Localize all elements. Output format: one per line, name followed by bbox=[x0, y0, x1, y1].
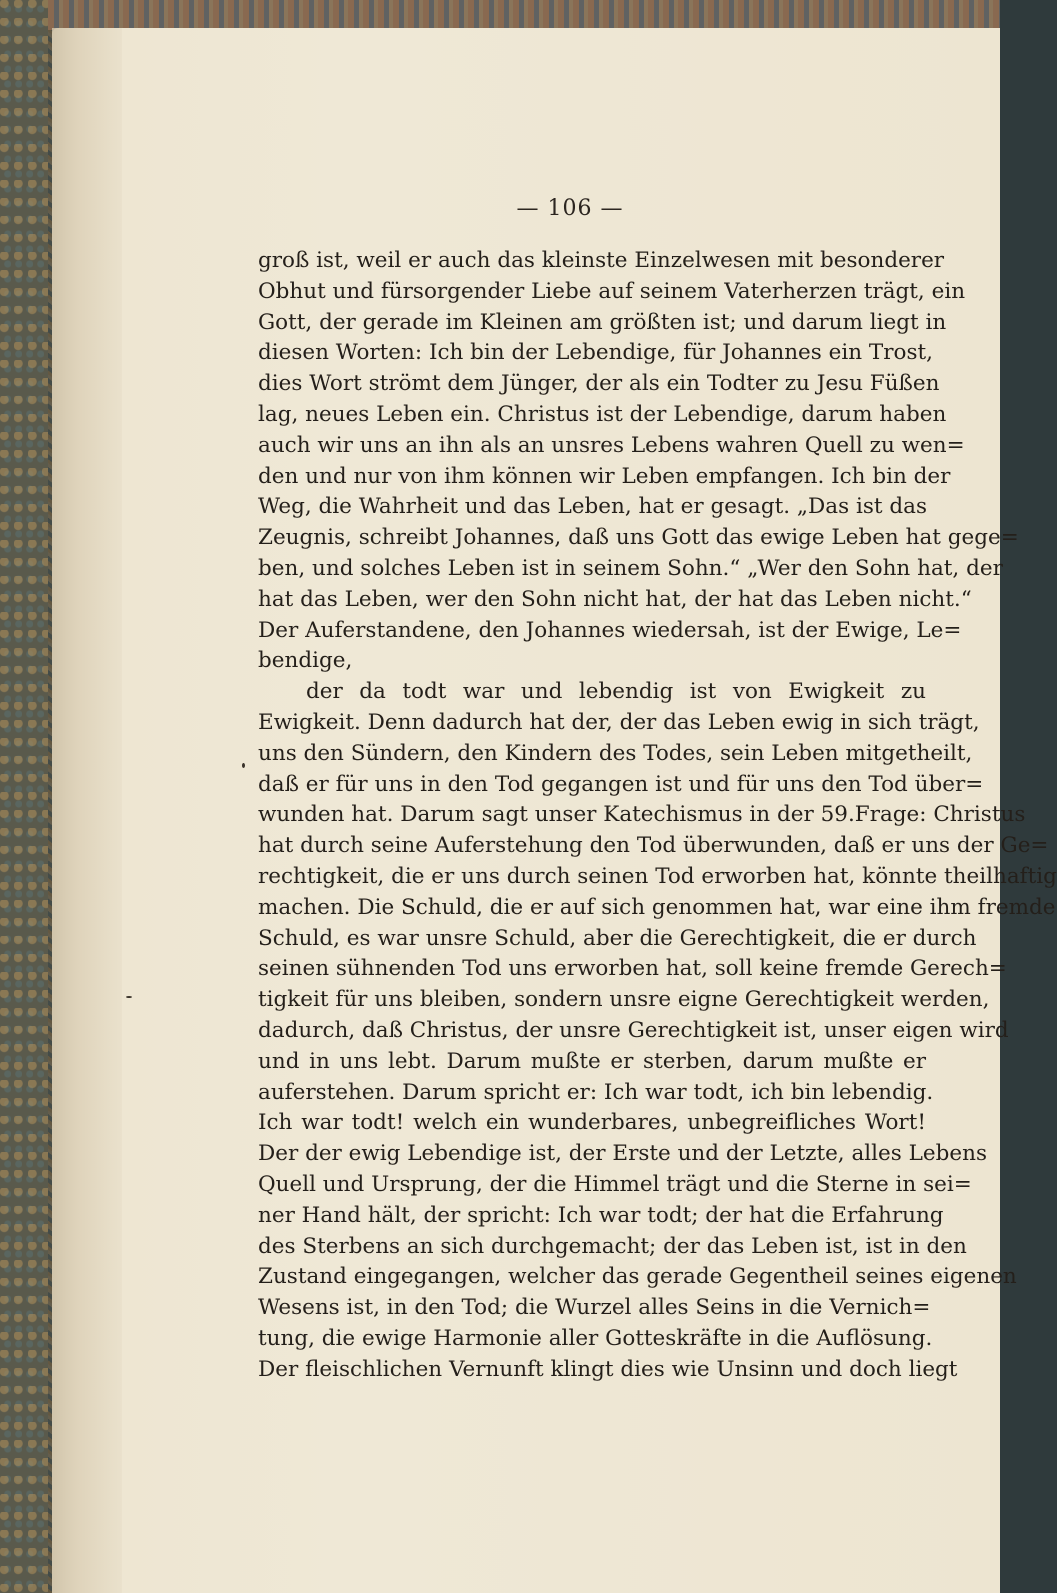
text-line: daß er für uns in den Tod gegangen ist und für uns den Tod über= bbox=[258, 771, 984, 797]
text-line: tigkeit für uns bleiben, sondern unsre eigne Gerechtigkeit werden, bbox=[258, 987, 990, 1013]
text-line: bendige, bbox=[258, 648, 353, 674]
text-line: ner Hand hält, der spricht: Ich war todt; der hat die Erfahrung bbox=[258, 1202, 944, 1228]
text-line: Gott, der gerade im Kleinen am größten ist; und darum liegt in bbox=[258, 309, 947, 335]
text-line: tung, die ewige Harmonie aller Gotteskräfte in die Auflösung. bbox=[258, 1325, 933, 1351]
ink-speck bbox=[242, 763, 245, 768]
text-line: Zustand eingegangen, welcher das gerade Gegentheil seines eigenen bbox=[258, 1264, 1017, 1290]
text-line: Obhut und fürsorgender Liebe auf seinem Vaterherzen trägt, ein bbox=[258, 278, 966, 304]
cover-edge-top bbox=[48, 0, 1000, 30]
text-line: Weg, die Wahrheit und das Leben, hat er gesagt. „Das ist das bbox=[258, 494, 927, 520]
text-line: seinen sühnenden Tod uns erworben hat, soll keine fremde Gerech= bbox=[258, 956, 1007, 982]
text-line: Schuld, es war unsre Schuld, aber die Gerechtigkeit, die er durch bbox=[258, 925, 977, 951]
text-line: wunden hat. Darum sagt unser Katechismus in der 59.Frage: Christus bbox=[258, 802, 1026, 828]
cover-edge-left bbox=[0, 0, 48, 1593]
text-line: Zeugnis, schreibt Johannes, daß uns Gott das ewige Leben hat gege= bbox=[258, 525, 1019, 551]
text-line: dies Wort strömt dem Jünger, der als ein Todter zu Jesu Füßen bbox=[258, 371, 940, 397]
text-line: und in uns lebt. Darum mußte er sterben, darum mußte er bbox=[258, 1048, 926, 1074]
text-line: machen. Die Schuld, die er auf sich genommen hat, war eine ihm fremde bbox=[258, 894, 1056, 920]
text-line: ben, und solches Leben ist in seinem Sohn.“ „Wer den Sohn hat, der bbox=[258, 555, 1003, 581]
text-line: lag, neues Leben ein. Christus ist der Lebendige, darum haben bbox=[258, 401, 947, 427]
text-line: Der Auferstandene, den Johannes wiedersah, ist der Ewige, Le= bbox=[258, 617, 962, 643]
text-line: hat durch seine Auferstehung den Tod überwunden, daß er uns der Ge= bbox=[258, 833, 1049, 859]
ink-speck bbox=[126, 996, 132, 998]
text-line: rechtigkeit, die er uns durch seinen Tod erworben hat, könnte theilhaftig bbox=[258, 863, 1057, 889]
text-line: Der fleischlichen Vernunft klingt dies wie Unsinn und doch liegt bbox=[258, 1356, 958, 1382]
text-line: uns den Sündern, den Kindern des Todes, sein Leben mitgetheilt, bbox=[258, 740, 973, 766]
text-line: Quell und Ursprung, der die Himmel trägt und die Sterne in sei= bbox=[258, 1171, 972, 1197]
page-text bbox=[258, 246, 1057, 1385]
text-line: Der der ewig Lebendige ist, der Erste und der Letzte, alles Lebens bbox=[258, 1141, 988, 1167]
text-line: auferstehen. Darum spricht er: Ich war todt, ich bin lebendig. bbox=[258, 1079, 934, 1105]
text-line: des Sterbens an sich durchgemacht; der das Leben ist, ist in den bbox=[258, 1233, 967, 1259]
text-line: auch wir uns an ihn als an unsres Lebens wahren Quell zu wen= bbox=[258, 432, 965, 458]
text-line: dadurch, daß Christus, der unsre Gerechtigkeit ist, unser eigen wird bbox=[258, 1017, 1009, 1043]
text-line: der da todt war und lebendig ist von Ewigkeit zu bbox=[306, 679, 926, 705]
text-line: groß ist, weil er auch das kleinste Einzelwesen mit besonderer bbox=[258, 248, 945, 273]
text-line: diesen Worten: Ich bin der Lebendige, für Johannes ein Trost, bbox=[258, 340, 933, 366]
page-gutter-shadow bbox=[52, 28, 122, 1593]
text-line: Ewigkeit. Denn dadurch hat der, der das Leben ewig in sich trägt, bbox=[258, 709, 980, 735]
page-number: — 106 — bbox=[516, 196, 624, 221]
text-line: Wesens ist, in den Tod; die Wurzel alles Seins in die Vernich= bbox=[258, 1295, 931, 1321]
text-line: Ich war todt! welch ein wunderbares, unbegreifliches Wort! bbox=[258, 1110, 926, 1136]
text-line: hat das Leben, wer den Sohn nicht hat, der hat das Leben nicht.“ bbox=[258, 586, 972, 612]
text-line: den und nur von ihm können wir Leben empfangen. Ich bin der bbox=[258, 463, 951, 489]
